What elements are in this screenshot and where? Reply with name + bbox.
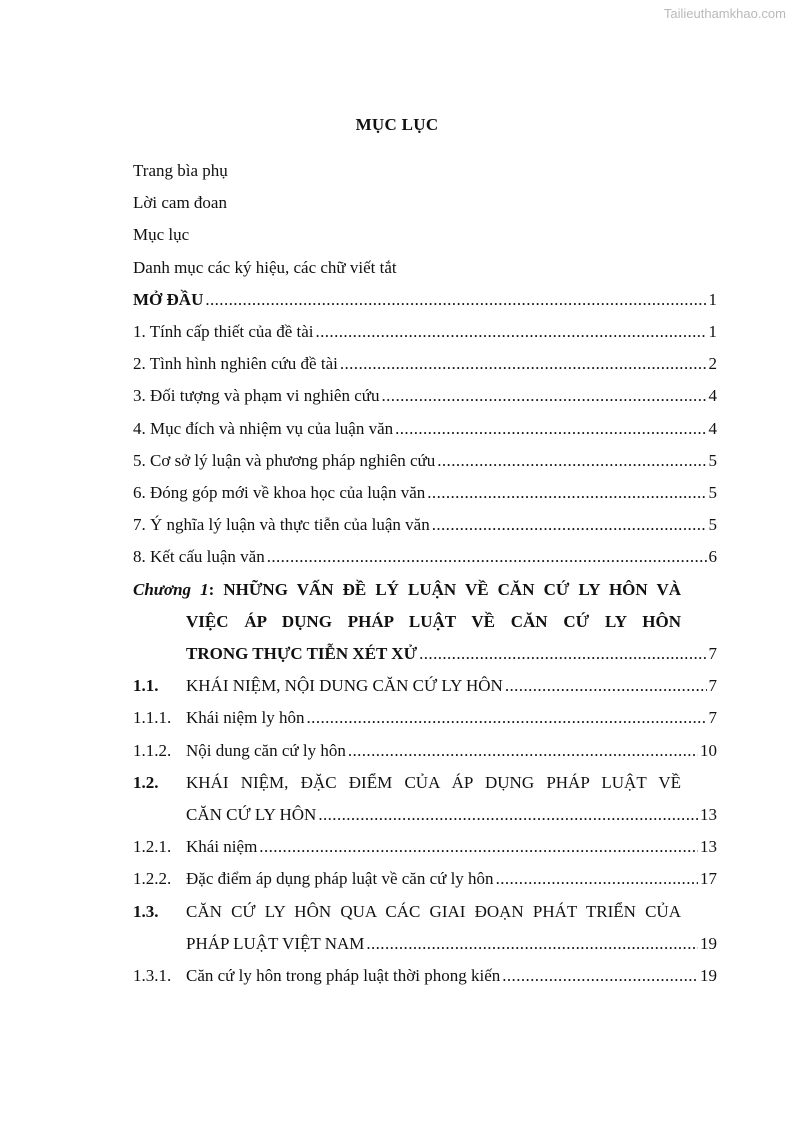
section-title: KHÁI NIỆM, NỘI DUNG CĂN CỨ LY HÔN bbox=[186, 676, 503, 695]
subsection-number: 1.2.2. bbox=[133, 869, 172, 888]
dot-leader bbox=[340, 353, 707, 375]
toc-page-number: 2 bbox=[708, 354, 717, 373]
toc-page-number: 1 bbox=[708, 322, 717, 341]
toc-entry bbox=[133, 418, 717, 440]
toc-subsection bbox=[133, 836, 717, 858]
toc-entry-title: 3. Đối tượng và phạm vi nghiên cứu bbox=[133, 386, 380, 405]
toc-entry-intro bbox=[133, 289, 717, 311]
toc-page-number: 10 bbox=[700, 741, 717, 760]
toc-page-number: 5 bbox=[708, 515, 717, 534]
watermark: Tailieuthamkhao.com bbox=[663, 6, 786, 21]
toc-entry-title: 8. Kết cấu luận văn bbox=[133, 547, 265, 566]
toc-entry bbox=[133, 353, 717, 375]
section-number: 1.2. bbox=[133, 773, 159, 792]
chapter-label: Chương 1 bbox=[133, 580, 209, 599]
front-matter-declaration: Lời cam đoan bbox=[133, 193, 227, 212]
toc-subsection bbox=[133, 868, 717, 890]
toc-page-number: 6 bbox=[708, 547, 717, 566]
toc-entry-title: MỞ ĐẦU bbox=[133, 290, 204, 309]
toc-page-number: 19 bbox=[700, 966, 717, 985]
toc-entry bbox=[133, 546, 717, 568]
dot-leader bbox=[382, 385, 707, 407]
toc-page-number: 7 bbox=[708, 644, 717, 663]
toc-section-1-3-cont bbox=[186, 933, 717, 955]
dot-leader bbox=[307, 707, 707, 729]
toc-page-number: 5 bbox=[708, 451, 717, 470]
dot-leader bbox=[496, 868, 698, 890]
toc-page-number: 7 bbox=[708, 676, 717, 695]
toc-subsection bbox=[133, 965, 717, 987]
section-title-line2: PHÁP LUẬT VIỆT NAM bbox=[186, 934, 365, 953]
chapter-colon: : bbox=[208, 580, 215, 599]
dot-leader bbox=[419, 643, 706, 665]
section-number: 1.3. bbox=[133, 902, 159, 921]
section-title-line1: KHÁI NIỆM, ĐẶC ĐIỂM CỦA ÁP DỤNG PHÁP LUẬT VỀ bbox=[186, 773, 681, 792]
toc-page-number: 13 bbox=[700, 805, 717, 824]
toc-entry bbox=[133, 450, 717, 472]
dot-leader bbox=[432, 514, 707, 536]
subsection-title: Khái niệm bbox=[186, 837, 258, 856]
toc-section-1-1 bbox=[133, 675, 717, 697]
dot-leader bbox=[395, 418, 706, 440]
dot-leader bbox=[427, 482, 706, 504]
toc-page-number: 19 bbox=[700, 934, 717, 953]
toc-section-1-2 bbox=[133, 772, 681, 794]
dot-leader bbox=[318, 804, 698, 826]
toc-entry bbox=[133, 385, 717, 407]
subsection-number: 1.3.1. bbox=[133, 966, 172, 985]
toc-section-1-2-cont bbox=[186, 804, 717, 826]
toc-section-1-3 bbox=[133, 901, 681, 923]
toc-page-number: 17 bbox=[700, 869, 717, 888]
toc-entry-title: 5. Cơ sở lý luận và phương pháp nghiên cứu bbox=[133, 451, 436, 470]
toc-page-number: 1 bbox=[708, 290, 717, 309]
subsection-number: 1.2.1. bbox=[133, 837, 172, 856]
toc-entry-title: 4. Mục đích và nhiệm vụ của luận văn bbox=[133, 419, 394, 438]
subsection-title: Căn cứ ly hôn trong pháp luật thời phong kiến bbox=[186, 966, 501, 985]
subsection-number: 1.1.1. bbox=[133, 708, 172, 727]
toc-entry bbox=[133, 482, 717, 504]
toc-entry bbox=[133, 321, 717, 343]
toc-entry-title: 2. Tình hình nghiên cứu đề tài bbox=[133, 354, 338, 373]
chapter-1-heading-line2: VIỆC ÁP DỤNG PHÁP LUẬT VỀ CĂN CỨ LY HÔN bbox=[186, 612, 681, 631]
toc-entry-chapter-1 bbox=[186, 643, 717, 665]
toc-subsection bbox=[133, 740, 717, 762]
toc-entry bbox=[133, 514, 717, 536]
page-title: MỤC LỤC bbox=[355, 115, 439, 134]
chapter-1-heading-line1 bbox=[133, 579, 681, 601]
section-title-line2: CĂN CỨ LY HÔN bbox=[186, 805, 317, 824]
section-title-line1: CĂN CỨ LY HÔN QUA CÁC GIAI ĐOẠN PHÁT TRIỂN CỦA bbox=[186, 902, 681, 921]
toc-subsection bbox=[133, 707, 717, 729]
subsection-number: 1.1.2. bbox=[133, 741, 172, 760]
toc-entry-title: 7. Ý nghĩa lý luận và thực tiễn của luận văn bbox=[133, 515, 430, 534]
subsection-title: Khái niệm ly hôn bbox=[186, 708, 305, 727]
front-matter-contents: Mục lục bbox=[133, 225, 190, 244]
section-number: 1.1. bbox=[133, 676, 159, 695]
dot-leader bbox=[205, 289, 706, 311]
dot-leader bbox=[259, 836, 698, 858]
dot-leader bbox=[315, 321, 706, 343]
toc-entry-title: 6. Đóng góp mới về khoa học của luận văn bbox=[133, 483, 426, 502]
toc-entry-title: 1. Tính cấp thiết của đề tài bbox=[133, 322, 314, 341]
chapter-title-line3: TRONG THỰC TIỄN XÉT XỬ bbox=[186, 644, 418, 663]
dot-leader bbox=[348, 740, 698, 762]
subsection-title: Nội dung căn cứ ly hôn bbox=[186, 741, 346, 760]
toc-page-number: 5 bbox=[708, 483, 717, 502]
toc-page-number: 4 bbox=[708, 419, 717, 438]
subsection-title: Đặc điểm áp dụng pháp luật về căn cứ ly hôn bbox=[186, 869, 494, 888]
front-matter-abbreviations: Danh mục các ký hiệu, các chữ viết tắt bbox=[133, 258, 397, 277]
toc-page-number: 7 bbox=[708, 708, 717, 727]
dot-leader bbox=[366, 933, 698, 955]
dot-leader bbox=[267, 546, 707, 568]
dot-leader bbox=[502, 965, 698, 987]
dot-leader bbox=[505, 675, 707, 697]
dot-leader bbox=[437, 450, 706, 472]
front-matter-cover: Trang bìa phụ bbox=[133, 161, 228, 180]
toc-page-number: 4 bbox=[708, 386, 717, 405]
toc-page-number: 13 bbox=[700, 837, 717, 856]
chapter-title-line1: NHỮNG VẤN ĐỀ LÝ LUẬN VỀ CĂN CỨ LY HÔN VÀ bbox=[223, 580, 681, 599]
